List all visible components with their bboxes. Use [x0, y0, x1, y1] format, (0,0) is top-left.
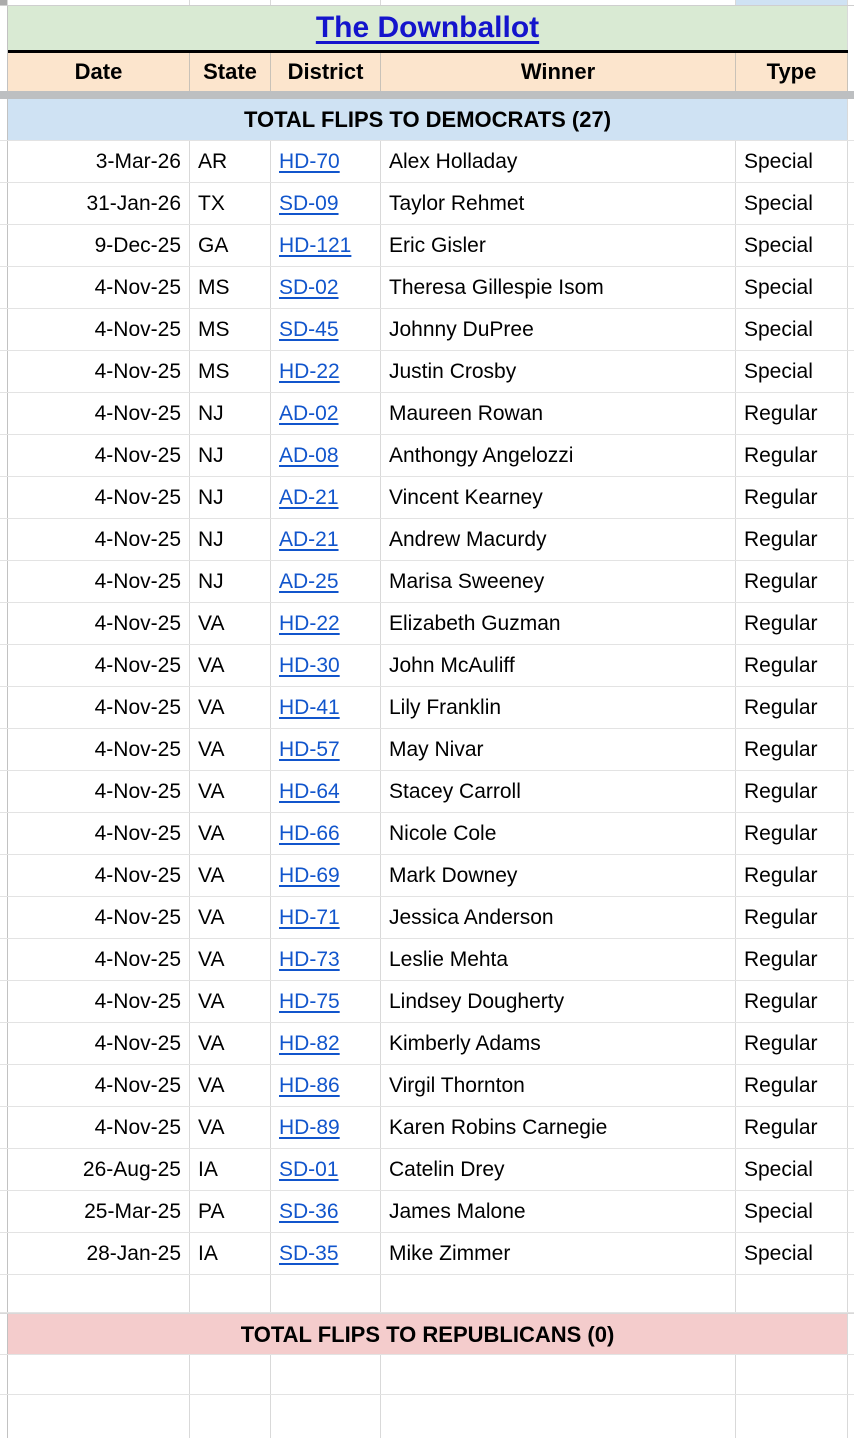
empty-cell[interactable]	[271, 1355, 381, 1394]
cell-district[interactable]	[271, 603, 381, 644]
empty-row-clipped	[0, 1395, 854, 1438]
clipped-right-column	[848, 393, 854, 434]
empty-cell[interactable]	[736, 1275, 848, 1312]
cell-type[interactable]: Special	[736, 267, 848, 308]
cell-winner[interactable]: Mike Zimmer	[381, 1233, 736, 1274]
cell-date[interactable]: 4-Nov-25	[8, 309, 190, 350]
empty-row	[0, 1275, 854, 1313]
cell-district[interactable]	[271, 897, 381, 938]
district-link[interactable]: SD-36	[279, 1200, 339, 1223]
clipped-left-column	[0, 1355, 8, 1394]
clipped-right-column	[848, 855, 854, 896]
cell-state[interactable]: VA	[190, 1023, 271, 1064]
clipped-right-column	[848, 519, 854, 560]
cell-type[interactable]: Special	[736, 351, 848, 392]
header-cell-winner[interactable]: Winner	[381, 53, 736, 91]
cell-state[interactable]: GA	[190, 225, 271, 266]
clipped-right-column	[848, 1314, 854, 1354]
clipped-left-column	[0, 1275, 8, 1312]
cell-state[interactable]: MS	[190, 351, 271, 392]
cell-date[interactable]: 25-Mar-25	[8, 1191, 190, 1232]
clipped-left-column	[0, 981, 8, 1022]
district-link[interactable]: HD-82	[279, 1032, 340, 1055]
table-row	[0, 183, 854, 225]
cell-winner[interactable]: Justin Crosby	[381, 351, 736, 392]
cell-state[interactable]: IA	[190, 1149, 271, 1190]
district-link[interactable]: AD-21	[279, 486, 339, 509]
column-header-row	[0, 53, 854, 91]
cell-winner[interactable]: Stacey Carroll	[381, 771, 736, 812]
cell-district[interactable]	[271, 561, 381, 602]
clipped-left-column	[0, 897, 8, 938]
district-link[interactable]: HD-75	[279, 990, 340, 1013]
clipped-left-column	[0, 53, 8, 91]
cell-district[interactable]	[271, 771, 381, 812]
clipped-right-column	[848, 813, 854, 854]
district-link[interactable]: SD-45	[279, 318, 339, 341]
table-row	[0, 477, 854, 519]
cell-winner[interactable]: Theresa Gillespie Isom	[381, 267, 736, 308]
district-link[interactable]: HD-22	[279, 360, 340, 383]
empty-cell[interactable]	[736, 1355, 848, 1394]
cell-date[interactable]: 4-Nov-25	[8, 477, 190, 518]
clipped-left-column	[0, 225, 8, 266]
table-row	[0, 729, 854, 771]
cell-date[interactable]: 4-Nov-25	[8, 897, 190, 938]
cell-district[interactable]	[271, 1107, 381, 1148]
clipped-right-column	[848, 6, 854, 50]
cell-type[interactable]: Regular	[736, 435, 848, 476]
clipped-right-column	[848, 1107, 854, 1148]
clipped-left-column	[0, 435, 8, 476]
cell-type[interactable]: Special	[736, 1191, 848, 1232]
empty-cell[interactable]	[8, 1355, 190, 1394]
empty-cell[interactable]	[381, 1355, 736, 1394]
clipped-left-column	[0, 183, 8, 224]
clipped-right-column	[848, 99, 854, 140]
cell-date[interactable]: 4-Nov-25	[8, 1065, 190, 1106]
table-row	[0, 603, 854, 645]
cell-district[interactable]	[271, 855, 381, 896]
district-link[interactable]: HD-71	[279, 906, 340, 929]
clipped-right-column	[848, 897, 854, 938]
clipped-right-column	[848, 687, 854, 728]
empty-row	[0, 1355, 854, 1395]
cell-date[interactable]: 4-Nov-25	[8, 855, 190, 896]
cell-district[interactable]	[271, 1233, 381, 1274]
empty-cell[interactable]	[271, 1395, 381, 1438]
clipped-right-column	[848, 1355, 854, 1394]
clipped-right-column	[848, 939, 854, 980]
cell-district[interactable]	[271, 141, 381, 182]
cell-winner[interactable]: Eric Gisler	[381, 225, 736, 266]
cell-type[interactable]: Regular	[736, 813, 848, 854]
table-row	[0, 393, 854, 435]
cell-state[interactable]: VA	[190, 897, 271, 938]
table-row	[0, 309, 854, 351]
district-link[interactable]: SD-35	[279, 1242, 339, 1265]
table-row	[0, 855, 854, 897]
cell-district[interactable]	[271, 309, 381, 350]
district-link[interactable]: HD-121	[279, 234, 352, 257]
cell-date[interactable]: 3-Mar-26	[8, 141, 190, 182]
title-cell[interactable]	[8, 6, 848, 50]
cell-district[interactable]	[271, 981, 381, 1022]
district-link[interactable]: HD-22	[279, 612, 340, 635]
cell-type[interactable]: Regular	[736, 1023, 848, 1064]
cell-type[interactable]: Regular	[736, 981, 848, 1022]
district-link[interactable]: HD-70	[279, 150, 340, 173]
clipped-left-column	[0, 1107, 8, 1148]
district-link[interactable]: HD-57	[279, 738, 340, 761]
table-row	[0, 981, 854, 1023]
cell-type[interactable]: Regular	[736, 561, 848, 602]
clipped-left-column	[0, 267, 8, 308]
clipped-right-column	[848, 1275, 854, 1312]
clipped-left-column	[0, 519, 8, 560]
cell-state[interactable]: VA	[190, 813, 271, 854]
clipped-right-column	[848, 603, 854, 644]
clipped-left-column	[0, 309, 8, 350]
empty-cell[interactable]	[8, 1275, 190, 1312]
cell-date[interactable]: 4-Nov-25	[8, 603, 190, 644]
cell-winner[interactable]: James Malone	[381, 1191, 736, 1232]
district-link[interactable]: HD-89	[279, 1116, 340, 1139]
clipped-right-column	[848, 267, 854, 308]
header-cell-type[interactable]: Type	[736, 53, 848, 91]
clipped-left-column	[0, 141, 8, 182]
table-row	[0, 1191, 854, 1233]
cell-type[interactable]: Regular	[736, 645, 848, 686]
district-link[interactable]: HD-86	[279, 1074, 340, 1097]
empty-cell[interactable]	[190, 1275, 271, 1312]
cell-type[interactable]: Regular	[736, 939, 848, 980]
clipped-right-column	[848, 1191, 854, 1232]
clipped-right-column	[848, 645, 854, 686]
table-row	[0, 267, 854, 309]
district-link[interactable]: AD-25	[279, 570, 339, 593]
clipped-left-column	[0, 813, 8, 854]
clipped-right-column	[848, 225, 854, 266]
table-row	[0, 687, 854, 729]
cell-date[interactable]: 4-Nov-25	[8, 1107, 190, 1148]
cell-winner[interactable]: Lily Franklin	[381, 687, 736, 728]
table-row	[0, 1149, 854, 1191]
cell-winner[interactable]: Vincent Kearney	[381, 477, 736, 518]
clipped-right-column	[848, 351, 854, 392]
cell-winner[interactable]: Karen Robins Carnegie	[381, 1107, 736, 1148]
cell-state[interactable]: NJ	[190, 435, 271, 476]
cell-state[interactable]: VA	[190, 603, 271, 644]
clipped-left-column	[0, 477, 8, 518]
cell-state[interactable]: VA	[190, 687, 271, 728]
clipped-right-column	[848, 435, 854, 476]
district-link[interactable]: SD-09	[279, 192, 339, 215]
cell-date[interactable]: 4-Nov-25	[8, 939, 190, 980]
cell-winner[interactable]: Kimberly Adams	[381, 1023, 736, 1064]
cell-date[interactable]: 4-Nov-25	[8, 687, 190, 728]
district-link[interactable]: AD-21	[279, 528, 339, 551]
table-row	[0, 225, 854, 267]
cell-date[interactable]: 4-Nov-25	[8, 645, 190, 686]
gridline	[270, 0, 271, 5]
cell-state[interactable]: VA	[190, 645, 271, 686]
cell-winner[interactable]: Taylor Rehmet	[381, 183, 736, 224]
clipped-right-column	[848, 729, 854, 770]
cell-winner[interactable]: Alex Holladay	[381, 141, 736, 182]
empty-cell[interactable]	[190, 1355, 271, 1394]
cell-state[interactable]: VA	[190, 1107, 271, 1148]
clipped-left-column	[0, 1395, 8, 1438]
cell-district[interactable]	[271, 687, 381, 728]
district-link[interactable]: HD-73	[279, 948, 340, 971]
cell-date[interactable]: 4-Nov-25	[8, 351, 190, 392]
district-link[interactable]: HD-69	[279, 864, 340, 887]
cell-district[interactable]	[271, 729, 381, 770]
cell-date[interactable]: 4-Nov-25	[8, 729, 190, 770]
sheet-title-link[interactable]: The Downballot	[315, 11, 540, 44]
clipped-left-column	[0, 1314, 8, 1354]
empty-cell[interactable]	[271, 1275, 381, 1312]
header-cell-date[interactable]: Date	[8, 53, 190, 91]
empty-cell[interactable]	[381, 1275, 736, 1312]
cell-state[interactable]: NJ	[190, 477, 271, 518]
cell-winner[interactable]: Maureen Rowan	[381, 393, 736, 434]
republicans-total-label[interactable]: TOTAL FLIPS TO REPUBLICANS (0)	[8, 1314, 848, 1354]
cell-type[interactable]: Regular	[736, 477, 848, 518]
clipped-right-column	[848, 561, 854, 602]
clipped-row-above	[0, 0, 854, 5]
cell-state[interactable]: MS	[190, 267, 271, 308]
district-link[interactable]: AD-08	[279, 444, 339, 467]
cell-district[interactable]	[271, 1191, 381, 1232]
cell-type[interactable]: Special	[736, 1233, 848, 1274]
cell-type[interactable]: Regular	[736, 729, 848, 770]
cell-winner[interactable]: Virgil Thornton	[381, 1065, 736, 1106]
clipped-corner-cell	[0, 0, 7, 5]
clipped-right-column	[848, 477, 854, 518]
cell-type[interactable]: Special	[736, 1149, 848, 1190]
clipped-left-column	[0, 1065, 8, 1106]
gridline	[847, 0, 848, 5]
cell-date[interactable]: 26-Aug-25	[8, 1149, 190, 1190]
cell-date[interactable]: 4-Nov-25	[8, 1023, 190, 1064]
table-body	[0, 141, 854, 1275]
clipped-right-column	[848, 1023, 854, 1064]
cell-winner[interactable]: Marisa Sweeney	[381, 561, 736, 602]
cell-district[interactable]	[271, 477, 381, 518]
gridline	[380, 0, 381, 5]
clipped-left-column	[0, 393, 8, 434]
empty-cell[interactable]	[190, 1395, 271, 1438]
table-row	[0, 813, 854, 855]
district-link[interactable]: SD-02	[279, 276, 339, 299]
table-row	[0, 1065, 854, 1107]
district-link[interactable]: HD-41	[279, 696, 340, 719]
cell-district[interactable]	[271, 351, 381, 392]
democrats-total-label[interactable]: TOTAL FLIPS TO DEMOCRATS (27)	[8, 99, 848, 140]
empty-cell[interactable]	[8, 1395, 190, 1438]
table-row	[0, 561, 854, 603]
cell-winner[interactable]: Anthongy Angelozzi	[381, 435, 736, 476]
clipped-left-column	[0, 6, 8, 50]
district-link[interactable]: HD-64	[279, 780, 340, 803]
gridline	[189, 0, 190, 5]
cell-type[interactable]: Special	[736, 309, 848, 350]
cell-state[interactable]: NJ	[190, 519, 271, 560]
cell-state[interactable]: VA	[190, 981, 271, 1022]
clipped-left-column	[0, 561, 8, 602]
table-row	[0, 141, 854, 183]
district-link[interactable]: HD-66	[279, 822, 340, 845]
cell-state[interactable]: VA	[190, 939, 271, 980]
cell-date[interactable]: 4-Nov-25	[8, 435, 190, 476]
clipped-right-column	[848, 53, 854, 91]
cell-type[interactable]: Regular	[736, 393, 848, 434]
republicans-total-band	[0, 1313, 854, 1355]
clipped-right-column	[848, 141, 854, 182]
cell-district[interactable]	[271, 225, 381, 266]
cell-state[interactable]: NJ	[190, 393, 271, 434]
cell-state[interactable]: MS	[190, 309, 271, 350]
cell-state[interactable]: VA	[190, 771, 271, 812]
table-row	[0, 435, 854, 477]
clipped-right-column	[848, 183, 854, 224]
header-cell-state[interactable]: State	[190, 53, 271, 91]
clipped-left-column	[0, 771, 8, 812]
clipped-blue-cell	[736, 0, 847, 5]
gridline	[7, 0, 8, 5]
cell-date[interactable]: 4-Nov-25	[8, 393, 190, 434]
cell-date[interactable]: 31-Jan-26	[8, 183, 190, 224]
table-row	[0, 519, 854, 561]
cell-winner[interactable]: May Nivar	[381, 729, 736, 770]
table-row	[0, 1023, 854, 1065]
table-row	[0, 771, 854, 813]
cell-state[interactable]: VA	[190, 729, 271, 770]
cell-state[interactable]: PA	[190, 1191, 271, 1232]
cell-district[interactable]	[271, 267, 381, 308]
gridline	[735, 0, 736, 5]
clipped-left-column	[0, 1023, 8, 1064]
cell-type[interactable]: Regular	[736, 603, 848, 644]
clipped-left-column	[0, 1233, 8, 1274]
district-link[interactable]: AD-02	[279, 402, 339, 425]
clipped-left-column	[0, 99, 8, 140]
cell-date[interactable]: 4-Nov-25	[8, 519, 190, 560]
cell-winner[interactable]: Elizabeth Guzman	[381, 603, 736, 644]
cell-winner[interactable]: Jessica Anderson	[381, 897, 736, 938]
table-row	[0, 897, 854, 939]
cell-type[interactable]: Regular	[736, 855, 848, 896]
cell-winner[interactable]: Andrew Macurdy	[381, 519, 736, 560]
cell-date[interactable]: 4-Nov-25	[8, 813, 190, 854]
title-row	[0, 5, 854, 50]
cell-winner[interactable]: Nicole Cole	[381, 813, 736, 854]
cell-date[interactable]: 9-Dec-25	[8, 225, 190, 266]
cell-winner[interactable]: Catelin Drey	[381, 1149, 736, 1190]
cell-type[interactable]: Regular	[736, 1107, 848, 1148]
cell-district[interactable]	[271, 813, 381, 854]
clipped-left-column	[0, 939, 8, 980]
clipped-right-column	[848, 771, 854, 812]
clipped-left-column	[0, 603, 8, 644]
district-link[interactable]: HD-30	[279, 654, 340, 677]
clipped-left-column	[0, 1191, 8, 1232]
clipped-right-column	[848, 1149, 854, 1190]
clipped-right-column	[848, 1395, 854, 1438]
cell-date[interactable]: 28-Jan-25	[8, 1233, 190, 1274]
empty-cell[interactable]	[381, 1395, 736, 1438]
cell-district[interactable]	[271, 939, 381, 980]
cell-district[interactable]	[271, 1065, 381, 1106]
cell-winner[interactable]: John McAuliff	[381, 645, 736, 686]
cell-state[interactable]: VA	[190, 1065, 271, 1106]
cell-type[interactable]: Regular	[736, 1065, 848, 1106]
district-link[interactable]: SD-01	[279, 1158, 339, 1181]
cell-date[interactable]: 4-Nov-25	[8, 981, 190, 1022]
cell-type[interactable]: Regular	[736, 771, 848, 812]
cell-district[interactable]	[271, 435, 381, 476]
clipped-left-column	[0, 729, 8, 770]
clipped-left-column	[0, 1149, 8, 1190]
clipped-left-column	[0, 855, 8, 896]
clipped-right-column	[848, 309, 854, 350]
cell-type[interactable]: Special	[736, 183, 848, 224]
democrats-total-band	[0, 99, 854, 141]
clipped-right-column	[848, 1065, 854, 1106]
cell-winner[interactable]: Leslie Mehta	[381, 939, 736, 980]
cell-state[interactable]: TX	[190, 183, 271, 224]
cell-district[interactable]	[271, 1023, 381, 1064]
frozen-row-divider[interactable]	[0, 91, 854, 99]
cell-type[interactable]: Regular	[736, 687, 848, 728]
clipped-right-column	[848, 981, 854, 1022]
cell-type[interactable]: Special	[736, 225, 848, 266]
clipped-left-column	[0, 351, 8, 392]
cell-winner[interactable]: Johnny DuPree	[381, 309, 736, 350]
table-row	[0, 351, 854, 393]
table-row	[0, 939, 854, 981]
clipped-left-column	[0, 687, 8, 728]
cell-winner[interactable]: Lindsey Dougherty	[381, 981, 736, 1022]
cell-district[interactable]	[271, 183, 381, 224]
cell-district[interactable]	[271, 393, 381, 434]
cell-date[interactable]: 4-Nov-25	[8, 771, 190, 812]
cell-district[interactable]	[271, 1149, 381, 1190]
table-row	[0, 1107, 854, 1149]
cell-type[interactable]: Special	[736, 141, 848, 182]
cell-type[interactable]: Regular	[736, 897, 848, 938]
cell-winner[interactable]: Mark Downey	[381, 855, 736, 896]
header-cell-district[interactable]: District	[271, 53, 381, 91]
cell-date[interactable]: 4-Nov-25	[8, 267, 190, 308]
cell-district[interactable]	[271, 519, 381, 560]
cell-type[interactable]: Regular	[736, 519, 848, 560]
cell-date[interactable]: 4-Nov-25	[8, 561, 190, 602]
empty-cell[interactable]	[736, 1395, 848, 1438]
cell-district[interactable]	[271, 645, 381, 686]
table-row	[0, 1233, 854, 1275]
table-row	[0, 645, 854, 687]
cell-state[interactable]: NJ	[190, 561, 271, 602]
cell-state[interactable]: AR	[190, 141, 271, 182]
clipped-left-column	[0, 645, 8, 686]
clipped-right-column	[848, 1233, 854, 1274]
cell-state[interactable]: VA	[190, 855, 271, 896]
cell-state[interactable]: IA	[190, 1233, 271, 1274]
